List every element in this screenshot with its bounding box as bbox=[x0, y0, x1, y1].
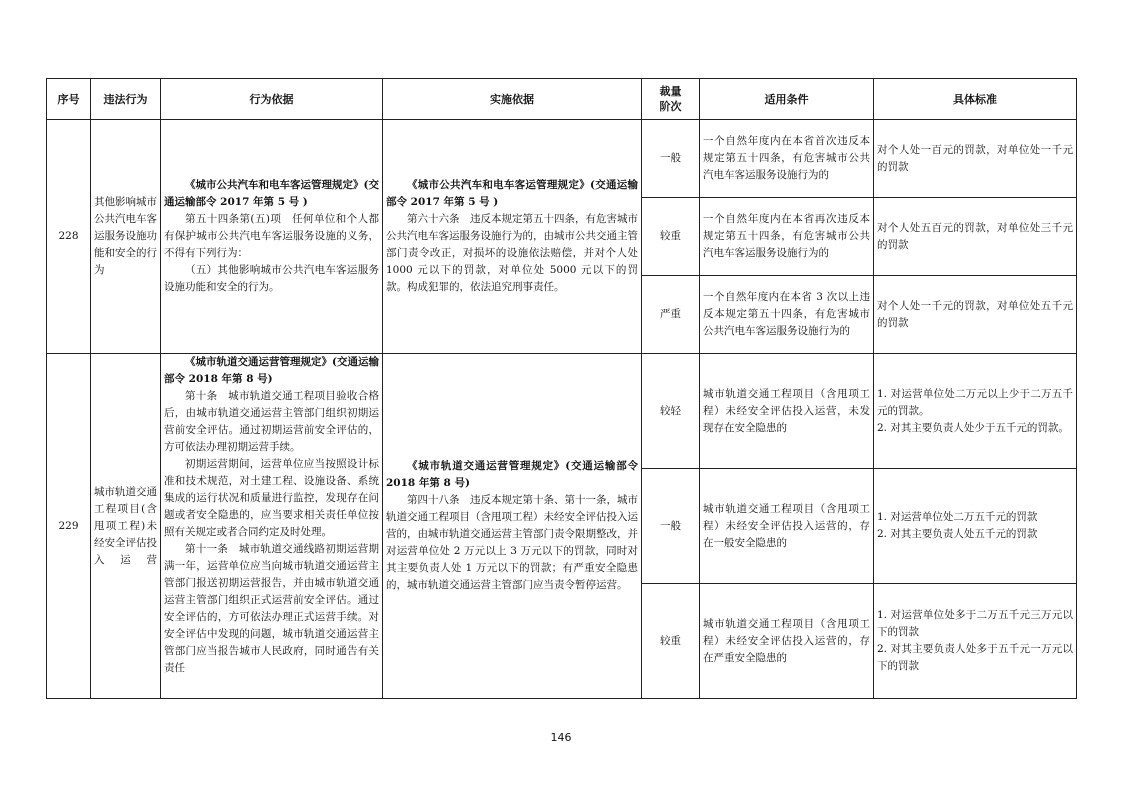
condition-cell: 一个自然年度内在本省 3 次以上违反本规定第五十四条，有危害城市公共汽电车客运服务设施行为的 bbox=[700, 276, 874, 354]
header-row bbox=[47, 79, 1077, 120]
seq-cell: 229 bbox=[47, 354, 91, 699]
standard-item: 1. 对运营单位处多于二万五千元三万元以下的罚款 bbox=[877, 609, 1073, 638]
standard-item: 2. 对其主要负责人处多于五千元一万元以下的罚款 bbox=[877, 643, 1073, 672]
basis-paragraph: （五）其他影响城市公共汽电车客运服务设施功能和安全的行为。 bbox=[164, 264, 379, 293]
condition-cell: 城市轨道交通工程项目（含甩项工程）未经安全评估投入运营的，存在严重安全隐患的 bbox=[700, 584, 874, 699]
standard-cell: 对个人处五百元的罚款，对单位处三千元的罚款 bbox=[874, 198, 1077, 276]
level-cell: 严重 bbox=[642, 276, 700, 354]
standard-cell: 对个人处一百元的罚款，对单位处一千元的罚款 bbox=[874, 120, 1077, 198]
standard-item: 2. 对其主要负责人处五千元的罚款 bbox=[877, 528, 1038, 540]
behavior-cell: 其他影响城市公共汽电车客运服务设施功能和安全的行为 bbox=[91, 120, 161, 354]
impl-title: 《城市轨道交通运营管理规定》(交通运输部令 2018 年第 8 号) bbox=[386, 460, 638, 489]
level-cell: 较重 bbox=[642, 584, 700, 699]
page-number: 146 bbox=[550, 731, 572, 744]
impl-title: 《城市公共汽车和电车客运管理规定》(交通运输部令 2017 年第 5 号 ) bbox=[386, 179, 638, 208]
basis-paragraph: 第十一条 城市轨道交通线路初期运营期满一年，运营单位应当向城市轨道交通运营主管部门报送初期运营报告，并由城市轨道交通运营主管部门组织正式运营前安全评估。通过安全评估的，方可依法办理正式运营手续。对安全评估中发现的问题，城市轨道交通运营主管部门应当报告城市人民政府，同时通告有关责任 bbox=[164, 543, 379, 674]
header-seq: 序号 bbox=[47, 79, 91, 120]
header-condition: 适用条件 bbox=[700, 79, 874, 120]
header-standard: 具体标准 bbox=[874, 79, 1077, 120]
condition-cell: 城市轨道交通工程项目（含甩项工程）未经安全评估投入运营，未发现存在安全隐患的 bbox=[700, 354, 874, 469]
basis-paragraph: 第十条 城市轨道交通工程项目验收合格后，由城市轨道交通运营主管部门组织初期运营前安全评估。通过初期运营前安全评估的，方可依法办理初期运营手续。 bbox=[164, 390, 379, 453]
header-level-line2: 阶次 bbox=[659, 100, 682, 113]
basis-title: 《城市公共汽车和电车客运管理规定》(交通运输部令 2017 年第 5 号 ) bbox=[164, 179, 379, 208]
basis-paragraph: 第五十四条第(五)项 任何单位和个人都有保护城市公共汽电车客运服务设施的义务，不得有下列行为： bbox=[164, 213, 379, 259]
condition-cell: 城市轨道交通工程项目（含甩项工程）未经安全评估投入运营的，存在一般安全隐患的 bbox=[700, 469, 874, 584]
header-level bbox=[642, 79, 700, 120]
basis-title: 《城市轨道交通运营管理规定》(交通运输部令 2018 年第 8 号) bbox=[164, 356, 379, 385]
condition-cell: 一个自然年度内在本省再次违反本规定第五十四条，有危害城市公共汽电车客运服务设施行为的 bbox=[700, 198, 874, 276]
condition-cell: 一个自然年度内在本省首次违反本规定第五十四条，有危害城市公共汽电车客运服务设施行为的 bbox=[700, 120, 874, 198]
header-impl: 实施依据 bbox=[383, 79, 642, 120]
standard-cell bbox=[874, 354, 1077, 469]
standard-item: 2. 对其主要负责人处少于五千元的罚款。 bbox=[877, 421, 1069, 434]
table-row bbox=[47, 354, 1077, 469]
level-cell: 较轻 bbox=[642, 354, 700, 469]
header-behavior: 违法行为 bbox=[91, 79, 161, 120]
standard-item: 1. 对运营单位处二万元以上少于二万五千元的罚款。 bbox=[877, 387, 1073, 417]
header-level-line1: 裁量 bbox=[659, 85, 682, 98]
behavior-cell: 城市轨道交通工程项目(含甩项工程)未经安全评估投入运营 bbox=[91, 354, 161, 699]
header-basis: 行为依据 bbox=[161, 79, 383, 120]
impl-cell bbox=[383, 120, 642, 354]
standard-item: 1. 对运营单位处二万五千元的罚款 bbox=[877, 511, 1038, 523]
penalty-standards-table bbox=[46, 78, 1077, 699]
impl-cell bbox=[383, 354, 642, 699]
level-cell: 一般 bbox=[642, 469, 700, 584]
basis-cell bbox=[161, 120, 383, 354]
table-row bbox=[47, 120, 1077, 198]
basis-cell bbox=[161, 354, 383, 699]
standard-cell bbox=[874, 469, 1077, 584]
seq-cell: 228 bbox=[47, 120, 91, 354]
impl-paragraph: 第四十八条 违反本规定第十条、第十一条，城市轨道交通工程项目（含甩项工程）未经安全评估投入运营的，由城市轨道交通运营主管部门责令限期整改，并对运营单位处 2 万元以上 3 万元以下的罚款，同时对其主要负责人处 1 万元以下的罚款；有严重安全隐患的，城市轨道交通运营主管部门应当责令暂停运营。 bbox=[386, 494, 638, 591]
level-cell: 较重 bbox=[642, 198, 700, 276]
standard-cell: 对个人处一千元的罚款，对单位处五千元的罚款 bbox=[874, 276, 1077, 354]
basis-paragraph: 初期运营期间，运营单位应当按照设计标准和技术规范，对土建工程、设施设备、系统集成的运行状况和质量进行监控，发现存在问题或者安全隐患的，应当要求相关责任单位按照有关规定或者合同约定及时处理。 bbox=[164, 458, 379, 538]
impl-paragraph: 第六十六条 违反本规定第五十四条，有危害城市公共汽电车客运服务设施行为的，由城市公共交通主管部门责令改正，对损坏的设施依法赔偿，并对个人处 1000 元以下的罚款，对单位处 5000 元以下的罚款。构成犯罪的，依法追究刑事责任。 bbox=[386, 213, 638, 293]
standard-cell bbox=[874, 584, 1077, 699]
level-cell: 一般 bbox=[642, 120, 700, 198]
